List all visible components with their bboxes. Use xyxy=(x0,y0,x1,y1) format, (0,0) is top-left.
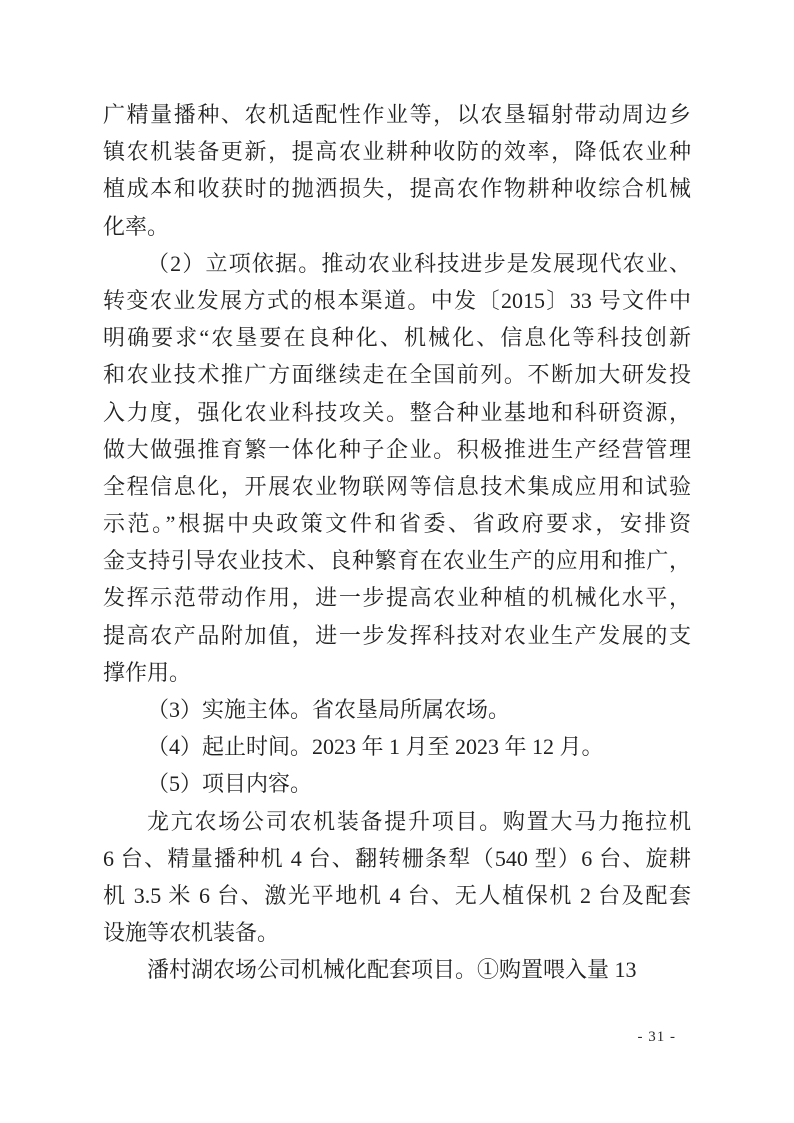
text-line: 金支持引导农业技术、良种繁育在农业生产的应用和推广， xyxy=(103,548,691,574)
document-body xyxy=(103,96,691,989)
text-line: （5）项目内容。 xyxy=(147,771,313,797)
text-line: 设施等农机装备。 xyxy=(103,920,280,946)
text-line: 机 3.5 米 6 台、激光平地机 4 台、无人植保机 2 台及配套 xyxy=(103,882,691,908)
text-line: 示范。”根据中央政策文件和省委、省政府要求，安排资 xyxy=(103,511,691,537)
text-line: 镇农机装备更新，提高农业耕种收防的效率，降低农业种 xyxy=(103,139,691,165)
text-line: 做大做强推育繁一体化种子企业。积极推进生产经营管理 xyxy=(103,436,691,462)
text-line: 和农业技术推广方面继续走在全国前列。不断加大研发投 xyxy=(103,362,691,388)
text-line: 明确要求“农垦要在良种化、机械化、信息化等科技创新 xyxy=(103,325,691,351)
text-line: （4）起止时间。2023 年 1 月至 2023 年 12 月。 xyxy=(147,734,604,760)
text-line: （2）立项依据。推动农业科技进步是发展现代农业、 xyxy=(147,250,691,276)
text-line: 化率。 xyxy=(103,213,170,239)
text-line: 植成本和收获时的抛洒损失，提高农作物耕种收综合机械 xyxy=(103,176,691,202)
text-line: 转变农业发展方式的根本渠道。中发〔2015〕33 号文件中 xyxy=(103,287,691,313)
text-line: 潘村湖农场公司机械化配套项目。①购置喂入量 13 xyxy=(147,957,637,983)
text-line: 入力度，强化农业科技攻关。整合种业基地和科研资源， xyxy=(103,399,691,425)
text-line: 提高农产品附加值，进一步发挥科技对农业生产发展的支 xyxy=(103,622,691,648)
text-line: （3）实施主体。省农垦局所属农场。 xyxy=(147,697,511,722)
text-line: 6 台、精量播种机 4 台、翻转栅条犁（540 型）6 台、旋耕 xyxy=(103,845,691,871)
text-line: 全程信息化，开展农业物联网等信息技术集成应用和试验 xyxy=(103,473,691,499)
text-line: 龙亢农场公司农机装备提升项目。购置大马力拖拉机 xyxy=(147,808,691,834)
text-line: 广精量播种、农机适配性作业等，以农垦辐射带动周边乡 xyxy=(103,102,691,127)
page-number: - 31 - xyxy=(637,1029,676,1045)
text-line: 发挥示范带动作用，进一步提高农业种植的机械化水平， xyxy=(103,585,691,611)
text-line: 撑作用。 xyxy=(103,659,192,685)
